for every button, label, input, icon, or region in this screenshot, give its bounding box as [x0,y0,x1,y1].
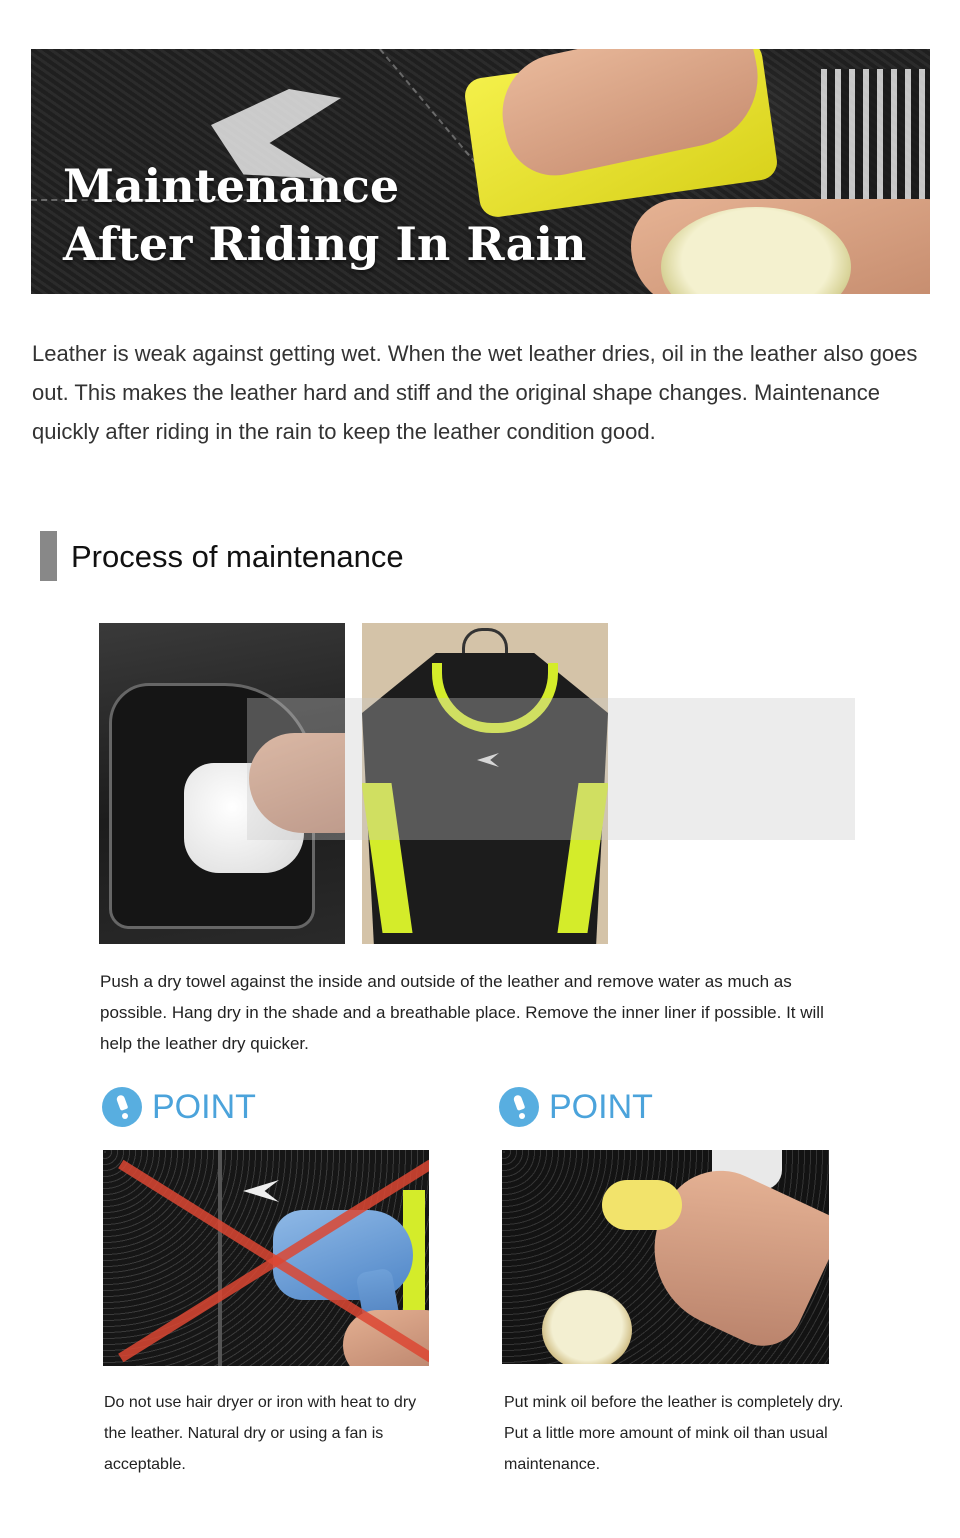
hair-dryer-photo [103,1150,429,1366]
zipper [218,1150,222,1366]
point-heading-right [499,1086,653,1128]
mink-oil-photo [502,1150,829,1364]
step-description: Push a dry towel against the inside and outside of the leather and remove water as much as possible. Hang dry in the shade and a breathable place. Remove the inner liner if possible. It will help the leather dry quicker. [100,972,824,1053]
exclamation-icon [102,1087,142,1127]
watermark [247,698,855,840]
title-line-2: After Riding In Rain [63,217,587,271]
chest-logo [243,1180,279,1202]
page-title [63,157,586,273]
point-heading-left [102,1086,256,1128]
point-label: POINT [549,1088,653,1126]
point-label: POINT [152,1088,256,1126]
sponge-image [602,1180,682,1230]
intro-paragraph: Leather is weak against getting wet. When the wet leather dries, oil in the leather also goes out. This makes the leather hard and stiff and the original shape changes. Maintenance quickly after riding in the rain to keep the leather condition good. [32,341,918,444]
hero-banner [31,49,930,294]
section-title: Process of maintenance [71,539,404,574]
point-note-left: Do not use hair dryer or iron with heat to dry the leather. Natural dry or using a fan is acceptable. [104,1394,417,1473]
mink-oil-tin-image [542,1290,632,1364]
hand-image [343,1310,429,1366]
title-line-1: Maintenance [63,159,400,213]
section-marker [40,531,57,581]
exclamation-icon [499,1087,539,1127]
point-note-right: Put mink oil before the leather is completely dry. Put a little more amount of mink oil than usual maintenance. [504,1394,844,1473]
